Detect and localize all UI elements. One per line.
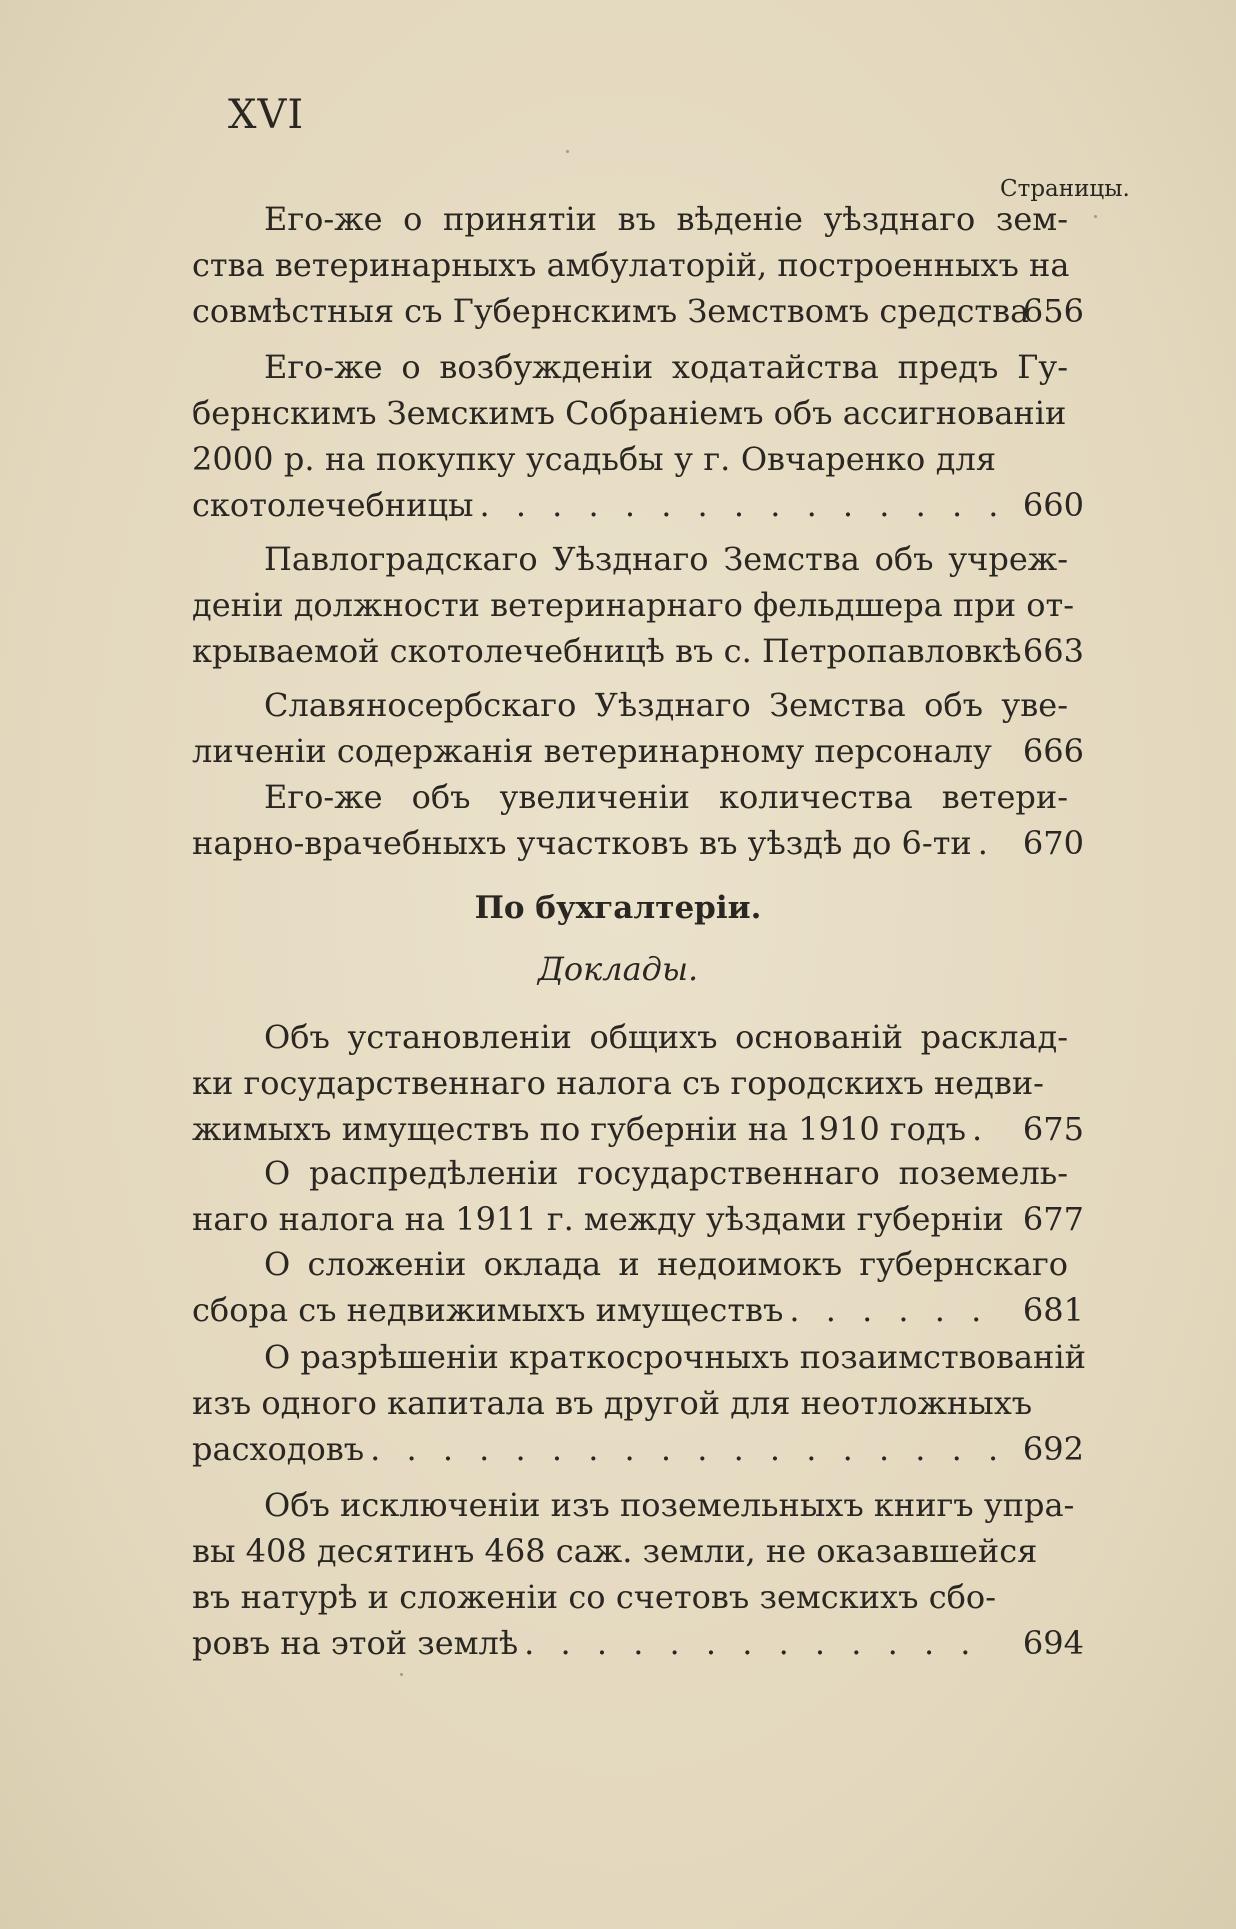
leader-dots bbox=[966, 1106, 996, 1152]
entry-line: ровъ на этой землѣ bbox=[192, 1624, 519, 1662]
entry-line: ства ветеринарныхъ амбулаторiй, построенныхъ на bbox=[192, 246, 1070, 284]
page-number: 660 bbox=[1022, 486, 1084, 524]
toc-entry bbox=[192, 1334, 1084, 1472]
entry-line: Славяносербскаго Уѣзднаго Земства объ уве- bbox=[264, 686, 1068, 724]
entry-line: 2000 р. на покупку усадьбы у г. Овчаренко для bbox=[192, 440, 996, 478]
toc-entry bbox=[192, 1241, 1084, 1333]
leader-dots bbox=[783, 1287, 996, 1333]
toc-entry bbox=[192, 1150, 1084, 1242]
toc-entry bbox=[192, 344, 1084, 528]
page-roman-number: XVI bbox=[228, 92, 305, 138]
entry-line: жимыхъ имуществъ по губернiи на 1910 годъ bbox=[192, 1110, 966, 1148]
entry-line: сбора съ недвижимыхъ имуществъ bbox=[192, 1291, 784, 1329]
subsection-title: Доклады. bbox=[537, 950, 699, 988]
entry-line: вы 408 десятинъ 468 саж. земли, не оказавшейся bbox=[192, 1532, 1038, 1570]
page-number: 666 bbox=[1022, 732, 1084, 770]
section-title: По бухгалтерiи. bbox=[474, 890, 762, 926]
toc-entry bbox=[192, 196, 1084, 334]
entry-line: въ натурѣ и сложенiи со счетовъ земскихъ сбо- bbox=[192, 1578, 996, 1616]
page-number: 694 bbox=[1022, 1624, 1084, 1662]
leader-dots bbox=[992, 728, 998, 774]
entry-line: ки государственнаго налога съ городскихъ недви- bbox=[192, 1064, 1044, 1102]
page-number: 663 bbox=[1022, 632, 1084, 670]
page-number: 692 bbox=[1022, 1430, 1084, 1468]
page-number: 670 bbox=[1022, 824, 1084, 862]
entry-line: наго налога на 1911 г. между уѣздами губернiи bbox=[192, 1200, 1004, 1238]
entry-line: крываемой скотолечебницѣ въ с. Петропавловкѣ bbox=[192, 632, 1022, 670]
entry-line: О сложенiи оклада и недоимокъ губернскаго bbox=[264, 1245, 1068, 1283]
entry-line: бернскимъ Земскимъ Собранiемъ объ ассигнованiи bbox=[192, 394, 1067, 432]
entry-line: совмѣстныя съ Губернскимъ Земствомъ средства bbox=[192, 292, 1030, 330]
page-number: 656 bbox=[1022, 292, 1084, 330]
page-number: 675 bbox=[1022, 1110, 1084, 1148]
leader-dots bbox=[518, 1620, 996, 1666]
entry-line: денiи должности ветеринарнаго фельдшера при от- bbox=[192, 586, 1075, 624]
leader-dots bbox=[972, 820, 996, 866]
pages-column-header: Страницы. bbox=[1000, 176, 1130, 202]
entry-line: Объ исключенiи изъ поземельныхъ книгъ упра- bbox=[264, 1486, 1075, 1524]
entry-line: Объ установленiи общихъ основанiй расклад- bbox=[264, 1018, 1068, 1056]
entry-line: Его-же о возбужденiи ходатайства предъ Гу- bbox=[264, 348, 1068, 386]
toc-entry bbox=[192, 1014, 1084, 1152]
leader-dots bbox=[1004, 1196, 1010, 1242]
toc-entry bbox=[192, 682, 1084, 774]
entry-line: Павлоградскаго Уѣзднаго Земства объ учреж- bbox=[264, 540, 1068, 578]
paper-speck bbox=[1094, 215, 1097, 218]
leader-dots bbox=[364, 1426, 996, 1472]
entry-line: О распредѣленiи государственнаго поземель- bbox=[264, 1154, 1068, 1192]
entry-line: О разрѣшенiи краткосрочныхъ позаимствованiй bbox=[264, 1338, 1086, 1376]
toc-entry bbox=[192, 1482, 1084, 1666]
entry-line: расходовъ bbox=[192, 1430, 365, 1468]
entry-line: Его-же объ увеличенiи количества ветери- bbox=[264, 778, 1068, 816]
entry-line: нарно-врачебныхъ участковъ въ уѣздѣ до 6-ти bbox=[192, 824, 972, 862]
toc-entry bbox=[192, 536, 1084, 674]
leader-dots bbox=[473, 482, 996, 528]
entry-line: Его-же о принятiи въ вѣденiе уѣзднаго зем- bbox=[264, 200, 1068, 238]
paper-speck bbox=[566, 150, 569, 153]
page-number: 681 bbox=[1022, 1291, 1084, 1329]
page-number: 677 bbox=[1022, 1200, 1084, 1238]
entry-line: личенiи содержанiя ветеринарному персоналу bbox=[192, 732, 992, 770]
toc-entry bbox=[192, 774, 1084, 866]
paper-speck bbox=[400, 1673, 403, 1676]
entry-line: скотолечебницы bbox=[192, 486, 474, 524]
entry-line: изъ одного капитала въ другой для неотложныхъ bbox=[192, 1384, 1033, 1422]
